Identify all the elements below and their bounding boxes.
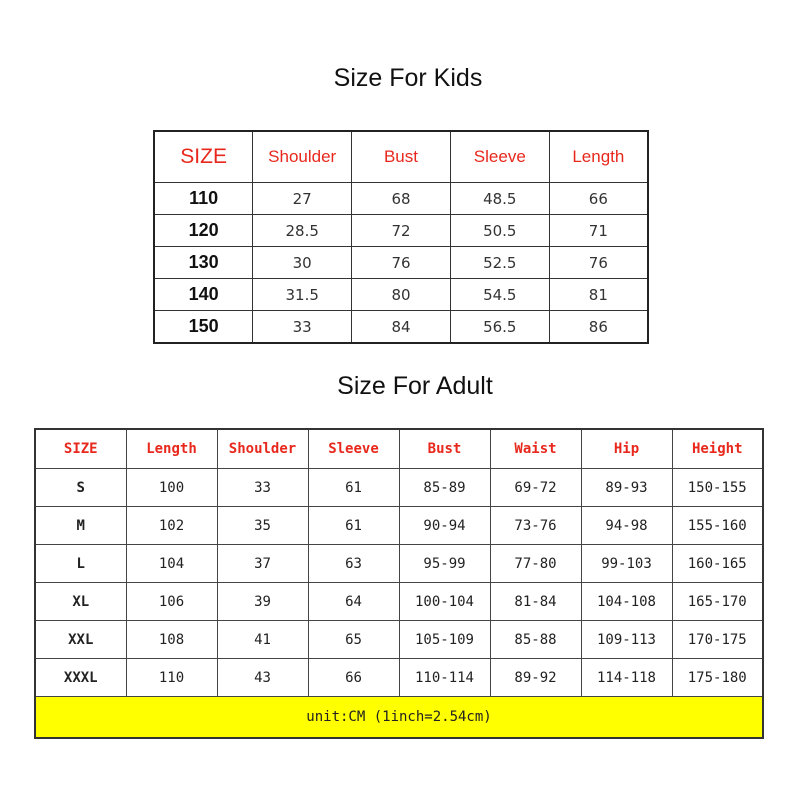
adult-sleeve-cell: 64 — [308, 583, 399, 621]
adult-waist-cell: 77-80 — [490, 545, 581, 583]
adult-bust-cell: 100-104 — [399, 583, 490, 621]
adult-height-cell: 170-175 — [672, 621, 763, 659]
kids-header-size: SIZE — [154, 131, 253, 183]
adult-size-title: Size For Adult — [337, 372, 493, 400]
kids-shoulder-cell: 33 — [253, 311, 352, 344]
adult-shoulder-cell: 41 — [217, 621, 308, 659]
kids-sleeve-cell: 56.5 — [450, 311, 549, 344]
kids-shoulder-cell: 27 — [253, 183, 352, 215]
adult-shoulder-cell: 39 — [217, 583, 308, 621]
adult-header-bust: Bust — [399, 429, 490, 469]
table-row — [35, 621, 763, 659]
table-row — [35, 469, 763, 507]
kids-bust-cell: 80 — [352, 279, 451, 311]
adult-size-table — [34, 428, 764, 739]
adult-shoulder-cell: 33 — [217, 469, 308, 507]
kids-length-cell: 66 — [549, 183, 648, 215]
kids-shoulder-cell: 30 — [253, 247, 352, 279]
adult-length-cell: 102 — [126, 507, 217, 545]
kids-shoulder-cell: 28.5 — [253, 215, 352, 247]
adult-header-length: Length — [126, 429, 217, 469]
adult-size-cell: M — [35, 507, 126, 545]
table-row — [35, 507, 763, 545]
kids-size-cell: 120 — [154, 215, 253, 247]
table-row — [35, 659, 763, 697]
adult-hip-cell: 89-93 — [581, 469, 672, 507]
adult-bust-cell: 90-94 — [399, 507, 490, 545]
adult-bust-cell: 95-99 — [399, 545, 490, 583]
adult-shoulder-cell: 37 — [217, 545, 308, 583]
adult-bust-cell: 105-109 — [399, 621, 490, 659]
kids-length-cell: 76 — [549, 247, 648, 279]
kids-bust-cell: 76 — [352, 247, 451, 279]
adult-header-height: Height — [672, 429, 763, 469]
kids-length-cell: 71 — [549, 215, 648, 247]
adult-header-shoulder: Shoulder — [217, 429, 308, 469]
kids-sleeve-cell: 48.5 — [450, 183, 549, 215]
table-row — [154, 183, 648, 215]
adult-bust-cell: 110-114 — [399, 659, 490, 697]
table-row — [154, 311, 648, 344]
adult-hip-cell: 114-118 — [581, 659, 672, 697]
adult-waist-cell: 89-92 — [490, 659, 581, 697]
kids-bust-cell: 84 — [352, 311, 451, 344]
kids-size-cell: 140 — [154, 279, 253, 311]
adult-sleeve-cell: 61 — [308, 469, 399, 507]
adult-waist-cell: 85-88 — [490, 621, 581, 659]
table-row — [154, 279, 648, 311]
kids-sleeve-cell: 52.5 — [450, 247, 549, 279]
adult-height-cell: 175-180 — [672, 659, 763, 697]
adult-header-waist: Waist — [490, 429, 581, 469]
kids-header-length: Length — [549, 131, 648, 183]
adult-size-cell: XL — [35, 583, 126, 621]
adult-waist-cell: 69-72 — [490, 469, 581, 507]
table-row — [35, 583, 763, 621]
kids-bust-cell: 68 — [352, 183, 451, 215]
kids-bust-cell: 72 — [352, 215, 451, 247]
adult-header-row — [35, 429, 763, 469]
adult-header-hip: Hip — [581, 429, 672, 469]
kids-size-cell: 110 — [154, 183, 253, 215]
adult-shoulder-cell: 35 — [217, 507, 308, 545]
kids-size-cell: 150 — [154, 311, 253, 344]
adult-length-cell: 100 — [126, 469, 217, 507]
adult-shoulder-cell: 43 — [217, 659, 308, 697]
adult-sleeve-cell: 65 — [308, 621, 399, 659]
kids-shoulder-cell: 31.5 — [253, 279, 352, 311]
adult-sleeve-cell: 66 — [308, 659, 399, 697]
adult-waist-cell: 73-76 — [490, 507, 581, 545]
adult-length-cell: 110 — [126, 659, 217, 697]
kids-header-shoulder: Shoulder — [253, 131, 352, 183]
unit-row — [35, 697, 763, 739]
adult-sleeve-cell: 61 — [308, 507, 399, 545]
adult-hip-cell: 104-108 — [581, 583, 672, 621]
kids-size-cell: 130 — [154, 247, 253, 279]
adult-hip-cell: 99-103 — [581, 545, 672, 583]
kids-sleeve-cell: 50.5 — [450, 215, 549, 247]
adult-height-cell: 160-165 — [672, 545, 763, 583]
adult-hip-cell: 109-113 — [581, 621, 672, 659]
adult-length-cell: 106 — [126, 583, 217, 621]
unit-note: unit:CM (1inch=2.54cm) — [35, 697, 763, 739]
kids-length-cell: 81 — [549, 279, 648, 311]
table-row — [35, 545, 763, 583]
kids-length-cell: 86 — [549, 311, 648, 344]
adult-size-cell: L — [35, 545, 126, 583]
kids-header-bust: Bust — [352, 131, 451, 183]
table-row — [154, 215, 648, 247]
kids-size-title: Size For Kids — [333, 64, 483, 92]
adult-sleeve-cell: 63 — [308, 545, 399, 583]
adult-bust-cell: 85-89 — [399, 469, 490, 507]
table-row — [154, 247, 648, 279]
adult-height-cell: 165-170 — [672, 583, 763, 621]
adult-length-cell: 104 — [126, 545, 217, 583]
adult-size-cell: XXL — [35, 621, 126, 659]
adult-size-cell: S — [35, 469, 126, 507]
kids-sleeve-cell: 54.5 — [450, 279, 549, 311]
adult-size-cell: XXXL — [35, 659, 126, 697]
adult-hip-cell: 94-98 — [581, 507, 672, 545]
adult-height-cell: 155-160 — [672, 507, 763, 545]
adult-length-cell: 108 — [126, 621, 217, 659]
kids-header-sleeve: Sleeve — [450, 131, 549, 183]
kids-size-table — [153, 130, 649, 344]
adult-header-size: SIZE — [35, 429, 126, 469]
adult-header-sleeve: Sleeve — [308, 429, 399, 469]
kids-header-row — [154, 131, 648, 183]
adult-height-cell: 150-155 — [672, 469, 763, 507]
adult-waist-cell: 81-84 — [490, 583, 581, 621]
